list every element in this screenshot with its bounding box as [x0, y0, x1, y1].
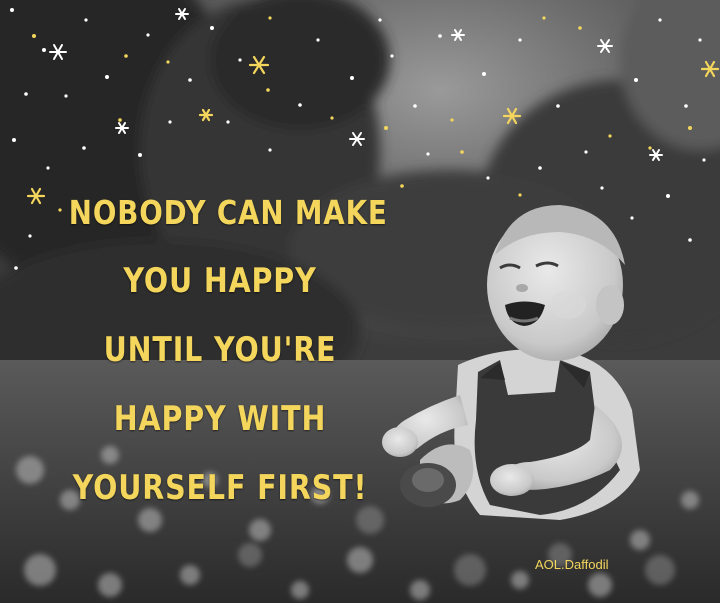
quote-line-1: NOBODY CAN MAKE	[68, 193, 388, 232]
quote-text	[40, 178, 400, 523]
credit-watermark: AOL.Daffodil	[535, 557, 609, 572]
quote-line-3: UNTIL YOU'RE	[103, 330, 337, 370]
quote-line-5: YOURSELF FIRST!	[72, 468, 368, 508]
quote-line-4: HAPPY WITH	[113, 399, 327, 439]
quote-line-2: YOU HAPPY	[123, 261, 317, 301]
